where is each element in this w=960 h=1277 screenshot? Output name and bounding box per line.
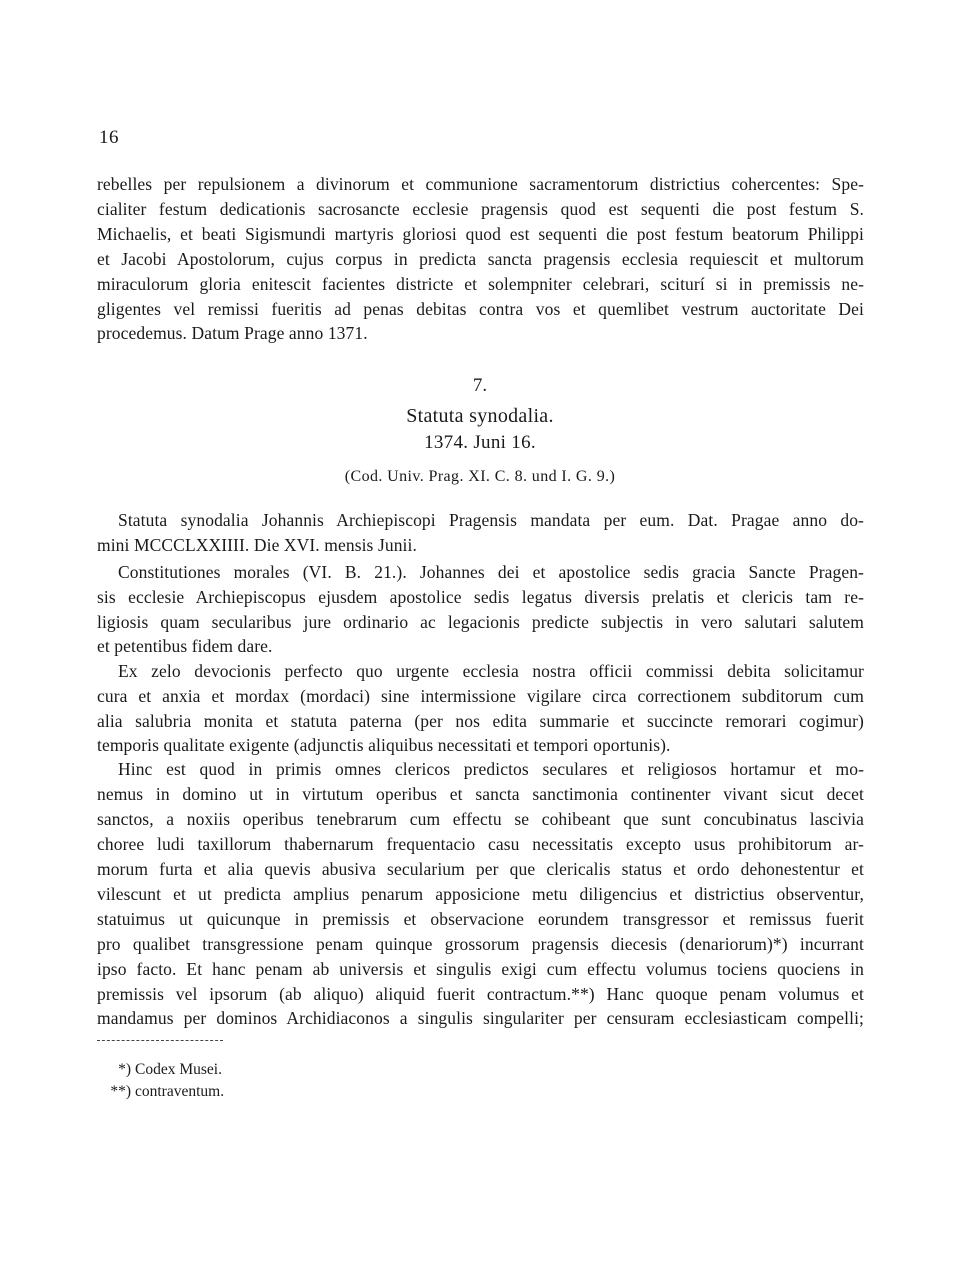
body-line: Michaelis, et beati Sigismundi martyris gloriosi quod est sequenti die post festum beatorum Philippi — [97, 224, 864, 244]
body-line: morum furta et alia quevis abusiva secularium per que clericalis status et ordo dehonestentur et — [97, 859, 864, 879]
section-number: 7. — [472, 375, 488, 396]
footnote-text: Codex Musei. — [135, 1061, 222, 1078]
body-line: et Jacobi Apostolorum, cujus corpus in predicta sancta pragensis ecclesia requiescit et multorum — [97, 249, 864, 269]
body-line: Constitutiones morales (VI. B. 21.). Johannes dei et apostolice sedis gracia Sancte Pragen- — [118, 562, 864, 582]
body-line: mini MCCCLXXIIII. Die XVI. mensis Junii. — [97, 535, 417, 555]
body-line: mandamus per dominos Archidiaconos a singulis singulariter per censuram ecclesiasticam compelli; — [97, 1008, 864, 1028]
body-line: rebelles per repulsionem a divinorum et communione sacramentorum districtius cohercentes: Spe- — [97, 174, 864, 194]
body-line: statuimus ut quicunque in premissis et observacione eorundem transgressor et remissus fuerit — [97, 909, 864, 929]
body-line: ipso facto. Et hanc penam ab universis et singulis exigi cum effectu volumus tociens quociens in — [97, 959, 864, 979]
body-line: ligiosis quam secularibus jure ordinario ac legacionis predicte subjectis in vero salutari salutem — [97, 612, 864, 632]
section-date: 1374. Juni 16. — [424, 432, 536, 453]
body-line: temporis qualitate exigente (adjunctis aliquibus necessitati et tempori oportunis). — [97, 735, 671, 755]
body-line: cialiter festum dedicationis sacrosancte ecclesie pragensis quod est sequenti die post festum S. — [97, 199, 864, 219]
section-source: (Cod. Univ. Prag. XI. C. 8. und I. G. 9.) — [344, 468, 616, 485]
footnote — [97, 1060, 222, 1080]
body-line: sanctos, a noxiis operibus tenebrarum cum effectu se cohibeant que sunt concubinatus lascivia — [97, 809, 864, 829]
footnote-mark: **) — [110, 1083, 131, 1100]
body-line: Hinc est quod in primis omnes clericos predictos seculares et religiosos hortamur et mo- — [118, 759, 864, 779]
footnote-rule — [97, 1040, 223, 1041]
body-line: cura et anxia et mordax (mordaci) sine intermissione vigilare circa correctionem subditorum cum — [97, 686, 864, 706]
body-line: procedemus. Datum Prage anno 1371. — [97, 323, 368, 343]
body-line: sis ecclesie Archiepiscopus ejusdem apostolice sedis legatus diversis prelatis et clericis tam re- — [97, 587, 864, 607]
body-line: nemus in domino ut in virtutum operibus et sancta sanctimonia continenter vivant sicut decet — [97, 784, 864, 804]
body-line: gligentes vel remissi fueritis ad penas debitas contra vos et quemlibet vestrum auctoritate Dei — [97, 299, 864, 319]
footnote-text: contraventum. — [135, 1083, 225, 1100]
page-number: 16 — [99, 127, 119, 148]
body-line: miraculorum gloria enitescit facientes districte et solempniter celebrari, sciturí si in premissis ne- — [97, 274, 864, 294]
section-title: Statuta synodalia. — [406, 405, 554, 427]
body-line: Statuta synodalia Johannis Archiepiscopi Pragensis mandata per eum. Dat. Pragae anno do- — [118, 510, 864, 530]
body-line: vilescunt et ut predicta amplius penarum apposicione metu diligencius et districtius observentur, — [97, 884, 864, 904]
body-line: choree ludi taxillorum thabernarum frequentacio casu necessitatis excepto usus prohibitorum ar- — [97, 834, 864, 854]
body-line: et petentibus fidem dare. — [97, 636, 273, 656]
footnote-mark: *) — [118, 1061, 131, 1078]
body-line: premissis vel ipsorum (ab aliquo) aliquid fuerit contractum.**) Hanc quoque penam volumus et — [97, 984, 864, 1004]
footnote — [97, 1082, 224, 1102]
body-line: pro qualibet transgressione penam quinque grossorum pragensis diecesis (denariorum)*) incurrant — [97, 934, 864, 954]
body-line: alia salubria monita et statuta paterna (per nos edita summarie et succincte remorari cogimur) — [97, 711, 864, 731]
body-line: Ex zelo devocionis perfecto quo urgente ecclesia nostra officii commissi debita solicitamur — [118, 661, 864, 681]
